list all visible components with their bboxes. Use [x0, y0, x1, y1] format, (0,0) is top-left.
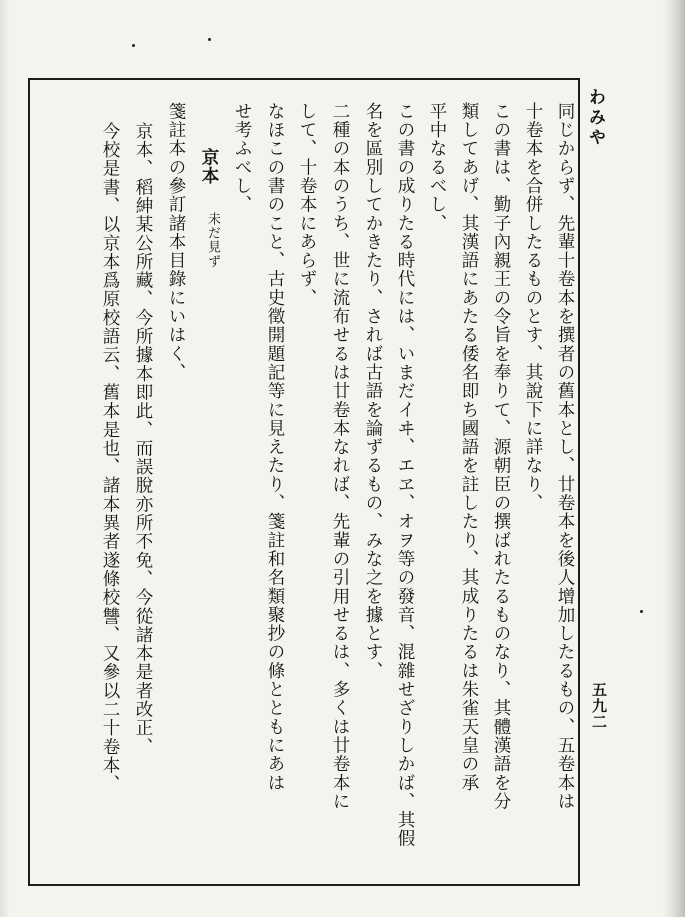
- page-number: 五九二: [590, 682, 608, 730]
- text-line: せ考ふべし、: [232, 102, 252, 214]
- text-line: 箋註本の參訂諸本目錄にいはく、: [166, 102, 186, 382]
- text-line: 二種の本のうち、世に流布せるは廿卷本なれば、先輩の引用せるは、多くは廿卷本に: [330, 102, 350, 811]
- text-line: 名を區別してかきたり、されば古語を論ずるもの、みな之を據とす、: [363, 102, 383, 681]
- section-heading-kyobon: 京本: [199, 148, 219, 186]
- text-line: 十卷本を合併したるものとす、其說下に詳なり、: [523, 102, 543, 513]
- text-line: 京本、稻紳某公所藏、今所據本即此、而誤脫亦所不免、今從諸本是者改正、: [133, 122, 153, 757]
- text-line: して、十卷本にあらず、: [297, 102, 317, 308]
- text-line: 同じからず、先輩十卷本を撰者の舊本とし、廿卷本を後人增加したるもの、五卷本は: [555, 102, 575, 811]
- section-note: 未だ見ず: [205, 212, 220, 269]
- text-line: 今校是書、以京本爲原校語云、舊本是也、諸本異者遂條校讐、又參以二十卷本、: [100, 122, 120, 794]
- text-line: 類してあげ、其漢語にあたる倭名即ち國語を註したり、其成りたるは朱雀天皇の承: [459, 102, 479, 793]
- print-speck: [640, 610, 643, 613]
- print-speck: [208, 38, 211, 41]
- text-line: この書の成りたる時代には、いまだイヰ、エヱ、オヲ等の發音、混雜せざりしかば、其假: [395, 102, 415, 848]
- running-header: わみや: [585, 88, 605, 148]
- text-line: この書は、勤子內親王の令旨を奉りて、源朝臣の撰ばれたるものなり、其體漢語を分: [491, 102, 511, 811]
- text-line: なほこの書のこと、古史徵開題記等に見えたり、箋註和名類聚抄の條とともにあは: [265, 102, 285, 793]
- page-shadow-left: [0, 0, 10, 917]
- print-speck: [132, 44, 135, 47]
- text-line: 平中なるべし、: [427, 102, 447, 233]
- page-shadow-right: [663, 0, 685, 917]
